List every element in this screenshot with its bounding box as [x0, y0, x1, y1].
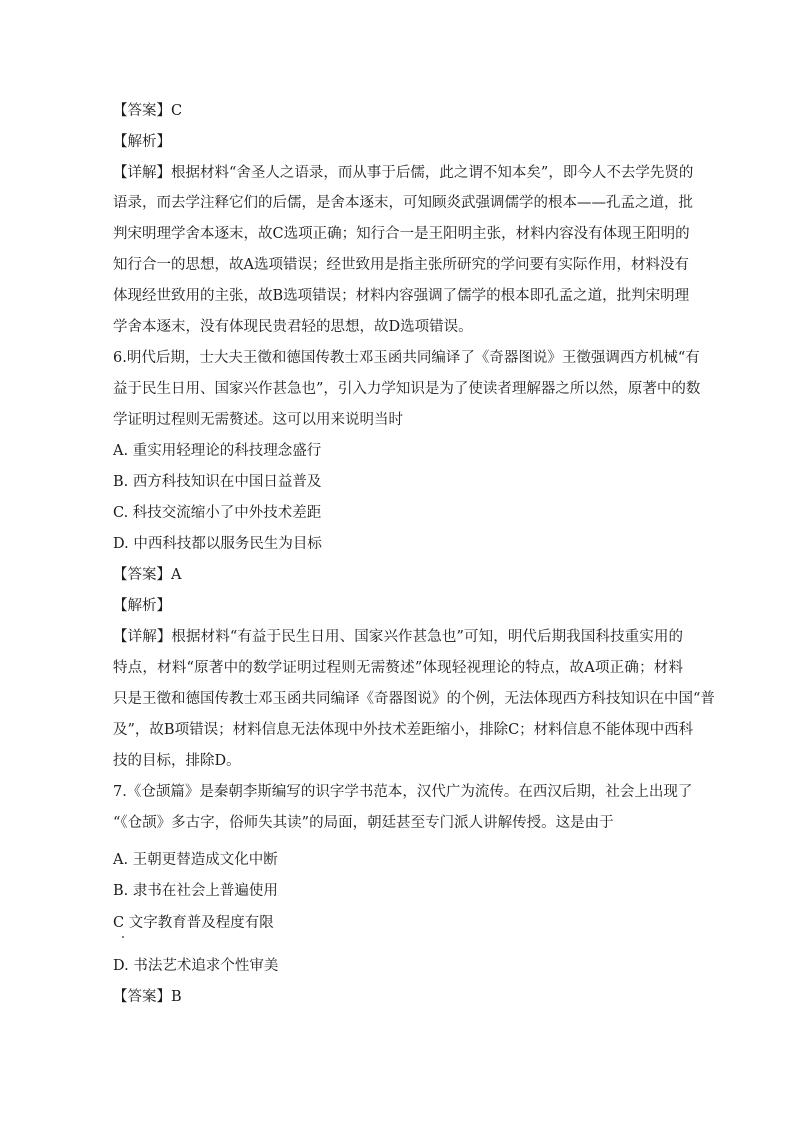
question-7-stem: 7.《仓颉篇》是秦朝李斯编写的识字学书范本，汉代广为流传。在西汉后期，社会上出现了 [113, 784, 693, 800]
explanation-line: 只是王徵和德国传教士邓玉函共同编译《奇器图说》的个例，无法体现西方科技知识在中国“普 [113, 691, 715, 707]
answer-label-q6: 【答案】A [113, 567, 182, 583]
explanation-line: 【详解】根据材料“有益于民生日用、国家兴作甚急也”可知，明代后期我国科技重实用的 [113, 629, 683, 645]
explanation-line: 语录，而去学注释它们的后儒，是舍本逐末，可知顾炎武强调儒学的根本——孔孟之道，批 [113, 195, 693, 211]
explanation-line: 及”，故B项错误；材料信息无法体现中外技术差距缩小，排除C；材料信息不能体现中西科 [113, 722, 694, 738]
question-6-stem: 学证明过程则无需赘述。这可以用来说明当时 [113, 412, 403, 428]
question-6-option-b: B. 西方科技知识在中国日益普及 [113, 474, 322, 490]
question-7-option-b: B. 隶书在社会上普遍使用 [113, 883, 278, 899]
question-7-option-a: A. 王朝更替造成文化中断 [113, 852, 278, 868]
explanation-line: 技的目标，排除D。 [113, 753, 241, 769]
explanation-line: 知行合一的思想，故A选项错误；经世致用是指主张所研究的学问要有实际作用，材料没有 [113, 257, 689, 273]
question-6-option-a: A. 重实用轻理论的科技理念盛行 [113, 443, 322, 459]
question-7-stem: “《仓颉》多古字，俗师失其读”的局面，朝廷甚至专门派人讲解传授。这是由于 [113, 815, 614, 831]
explanation-line: 学舍本逐末，没有体现民贵君轻的思想，故D选项错误。 [113, 319, 473, 335]
question-6-stem: 益于民生日用、国家兴作甚急也”，引入力学知识是为了使读者理解器之所以然，原著中的数 [113, 381, 701, 397]
analysis-label-q6: 【解析】 [113, 598, 171, 614]
explanation-line: 体现经世致用的主张，故B选项错误；材料内容强调了儒学的根本即孔孟之道，批判宋明理 [113, 288, 690, 304]
question-6-option-c: C. 科技交流缩小了中外技术差距 [113, 505, 322, 521]
explanation-line: 判宋明理学舍本逐末，故C选项正确；知行合一是王阳明主张，材料内容没有体现王阳明的 [113, 226, 690, 242]
explanation-line: 【详解】根据材料“舍圣人之语录，而从事于后儒，此之谓不知本矣”，即今人不去学先贤的 [113, 165, 694, 181]
answer-label-q7: 【答案】B [113, 989, 182, 1005]
question-7-option-d: D. 书法艺术追求个性审美 [113, 958, 279, 974]
explanation-line: 特点，材料“原著中的数学证明过程则无需赘述”体现轻视理论的特点，故A项正确；材料 [113, 660, 683, 676]
question-7-option-c: C 文字教育普及程度有限 [113, 915, 274, 931]
analysis-label-q5: 【解析】 [113, 134, 171, 150]
question-6-option-d: D. 中西科技都以服务民生为目标 [113, 536, 322, 552]
question-6-stem: 6.明代后期，士大夫王徵和德国传教士邓玉函共同编译了《奇器图说》王徵强调西方机械“有 [113, 350, 700, 366]
answer-label-q5: 【答案】C [113, 103, 183, 119]
stray-dot-mark [122, 936, 124, 938]
